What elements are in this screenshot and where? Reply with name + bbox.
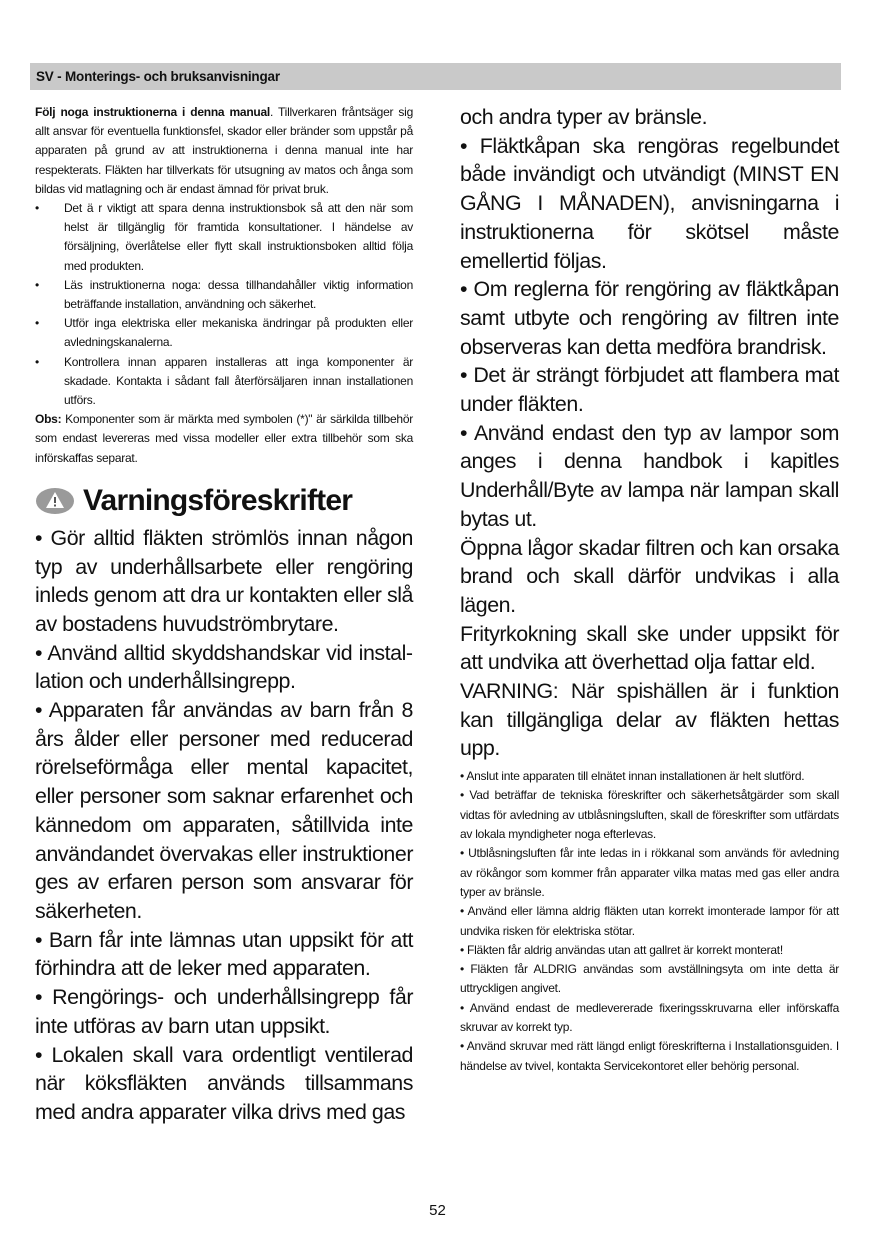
list-item: [35, 276, 413, 314]
warning-paragraph: Frityrkokning skall ske under uppsikt för att undvika att överhettad olja fattar eld.: [460, 621, 839, 675]
warning-paragraph: och andra typer av bränsle.: [460, 105, 708, 129]
section-header-title: SV - Monterings- och bruksanvisningar: [36, 69, 280, 84]
section-header-bar: [30, 63, 841, 90]
intro-lead-bold: Följ noga instruktionerna i denna manual: [35, 105, 270, 119]
obs-note: [35, 410, 413, 468]
warning-paragraph: • Rengörings- och underhållsingrepp får inte utföras av barn utan uppsikt.: [35, 985, 413, 1038]
small-warning-item: • Vad beträffar de tekniska föreskrifter och säkerhetsåtgärder som skall vidtas för avledning av utblåsningsluften, skall de föreskrifter som utfärdats av lokala myndigheter noga efterlevas.: [460, 788, 839, 842]
warning-paragraph: • Barn får inte lämnas utan uppsikt för att förhindra att de leker med apparaten.: [35, 927, 413, 981]
warning-paragraph: • Använd endast den typ av lampor som anges i denna handbok i kapitles Underhåll/Byte av lampa när lampan skall bytas ut.: [460, 420, 839, 531]
list-item: [35, 353, 413, 411]
warning-paragraph: • Gör alltid fläkten strömlös innan någon typ av underhållsarbete eller rengöring inleds genom att dra ur kontakten eller slå av bostadens huvudströmbrytare.: [35, 525, 413, 636]
intro-lead-text: . Tillverkaren fråntsäger sig allt ansvar för eventuella funktionsfel, skador eller bränder som uppstår på apparaten på grund av att instruktionerna i denna manual inte har respekterats. Fläkten har tillverkats för utsugning av matos och ånga som bildas vid matlagning och är endast ämnad för privat bruk.: [35, 105, 413, 196]
warnings-title: Varningsföreskrifter: [83, 483, 353, 517]
list-item-text: Kontrollera innan apparen installeras att inga komponenter är skadade. Kontakta i sådant fall återförsäljaren innan installationen utförs.: [64, 354, 413, 408]
intro-section: [35, 103, 413, 468]
warning-paragraph: • Lokalen skall vara ordentligt ventilerad när köksfläkten används tillsammans med andra apparater vilka drivs med gas: [35, 1042, 413, 1124]
list-item-text: Det ä r viktigt att spara denna instruktionsbok så att den när som helst är tillgänglig för framtida konsultationer. I händelse av försäljning, överlåtelse eller flytt skall instruktionsboken alltid följa med produkten.: [64, 201, 413, 273]
warning-paragraph: Öppna lågor skadar filtren och kan orsaka brand och skall därför undvikas i alla lägen.: [460, 535, 839, 617]
bullet-dot: •: [35, 354, 39, 369]
bullet-dot: •: [35, 201, 39, 216]
list-item: [35, 314, 413, 352]
warning-triangle-icon: [35, 487, 75, 515]
right-column: [460, 103, 839, 1076]
intro-bullet-list: [35, 199, 413, 410]
warnings-heading: [35, 482, 413, 520]
list-item-text: Utför inga elektriska eller mekaniska ändringar på produkten eller avledningskanalerna.: [64, 316, 413, 350]
left-column: [35, 103, 413, 1127]
small-warning-item: • Använd skruvar med rätt längd enligt föreskrifterna i Installationsguiden. I händelse av tvivel, kontakta Servicekontoret eller behörig personal.: [460, 1039, 839, 1073]
page-number: 52: [429, 1202, 446, 1219]
obs-label: Obs:: [35, 412, 62, 427]
warning-paragraph: • Det är strängt förbjudet att flambera mat under fläkten.: [460, 363, 839, 417]
list-item-text: Läs instruktionerna noga: dessa tillhandahåller viktig information beträffande installation, användning och säkerhet.: [64, 277, 413, 312]
warnings-right-text: [460, 103, 839, 763]
warnings-small-text: [460, 767, 839, 1076]
bullet-dot: •: [35, 316, 39, 331]
small-warning-item: • Fläkten får aldrig användas utan att gallret är korrekt monterat!: [460, 942, 783, 957]
intro-paragraph: [35, 103, 413, 199]
warning-paragraph: VARNING: När spishällen är i funktion kan tillgängliga delar av fläkten hettas upp.: [460, 679, 839, 761]
warning-paragraph: • Använd alltid skyddshandskar vid installation och underhållsingrepp.: [35, 640, 413, 694]
small-warning-item: • Utblåsningsluften får inte ledas in i rökkanal som används för avledning av rökångor som kommer från apparater vilka matas med gas eller andra typer av bränsle.: [460, 846, 839, 899]
warning-paragraph: • Fläktkåpan ska rengöras regelbundet både invändigt och utvändigt (MINST EN GÅNG I MÅNADEN), anvisningarna i instruktionerna för skötsel måste emellertid följas.: [460, 133, 839, 273]
warnings-left-text: [35, 524, 413, 1127]
small-warning-item: • Fläkten får ALDRIG användas som avställningsyta om inte detta är uttryckligen angivet.: [460, 962, 839, 996]
obs-text: Komponenter som är märkta med symbolen (*)" är särkilda tillbehör som endast levereras med vissa modeller eller extra tillbehör som ska införskaffas separat.: [35, 412, 413, 465]
list-item: [35, 199, 413, 276]
small-warning-item: • Använd eller lämna aldrig fläkten utan korrekt imonterade lampor för att undvika risken för elektriska stötar.: [460, 904, 839, 938]
bullet-dot: •: [35, 277, 39, 292]
warning-paragraph: • Om reglerna för rengöring av fläktkåpan samt utbyte och rengöring av filtren inte observeras kan detta medföra brandrisk.: [460, 277, 839, 359]
small-warning-item: • Anslut inte apparaten till elnätet innan installationen är helt slutförd.: [460, 769, 805, 784]
warning-paragraph: • Apparaten får användas av barn från 8 års ålder eller personer med reducerad rörelseförmåga eller mental kapacitet, eller personer som saknar erfarenhet och kännedom om apparaten, såtillvida inte användandet övervakas eller instruktioner ges av erfaren person som ansvarar för säkerheten.: [35, 698, 413, 923]
small-warning-item: • Använd endast de medlevererade fixeringsskruvarna eller införskaffa skruvar av korrekt typ.: [460, 1000, 839, 1035]
